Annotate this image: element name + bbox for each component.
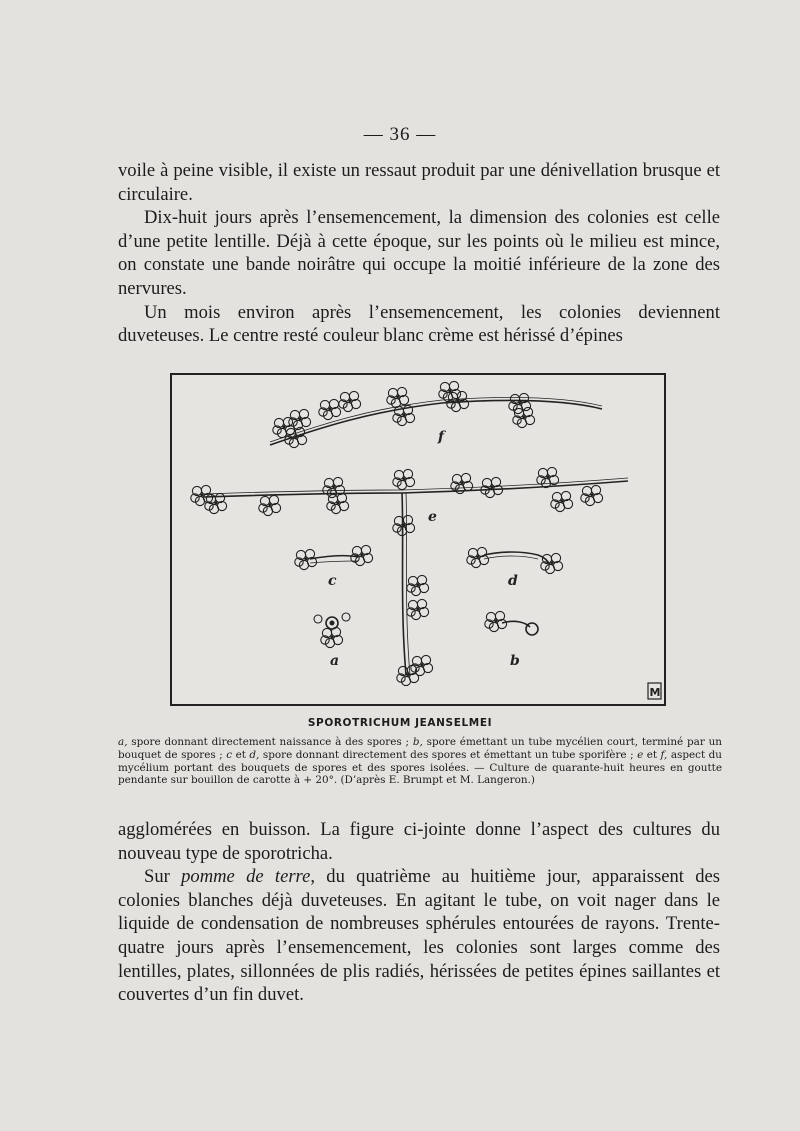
label-b: b [510,653,520,669]
caption-letter: d, [249,748,260,761]
label-c: c [328,573,337,589]
hypha-e [191,467,628,685]
caption-letter: b, [412,736,423,748]
caption-text: et [643,748,661,761]
page-number: — 36 — [363,124,437,145]
figure-illustration [170,373,666,706]
figure-title: SPOROTRICHUM JEANSELMEI [307,717,493,729]
top-text-block [118,159,720,348]
label-f: f [438,429,445,445]
hypha-f [270,381,602,447]
paragraph: agglomérées en buisson. La figure ci-jointe donne l’aspect des cultures du nouveau type de sporotricha. [118,819,720,864]
paragraph: Dix-huit jours après l’ensemencement, la dimension des colonies est celle d’une petite lentille. Déjà à cette époque, sur les points où le milieu est mince, on constate une bande noirâtre qui occupe la moitié inférieure de la zone des nervures. [118,207,720,299]
paragraph-start: Sur [144,866,182,888]
monogram: M [649,686,661,699]
caption-letter: f, [660,748,668,761]
caption-text: aspect du mycélium portant des bouquets de spores et des spores isolées. — Culture de quarante-huit heures en goutte pendante sur bouillon de carotte à + 20°. (D’après E. Brumpt et M. Langeron.) [118,748,722,787]
paragraph: Un mois environ après l’ensemencement, les colonies deviennent duveteuses. Le centre resté couleur blanc crème est hérissé d’épines [118,301,720,347]
mycelium-drawing [172,375,664,704]
spore-d [467,547,563,573]
caption-text: spore donnant directement des spores et émettant un tube sporifère ; [259,748,638,761]
caption-text: et [232,748,250,761]
figure-caption [118,736,722,787]
emphasis: pomme de terre [181,866,311,888]
label-e: e [428,509,437,525]
paragraph: voile à peine visible, il existe un ressaut produit par une dénivellation brusque et circulaire. [118,160,720,205]
caption-letter: c [226,748,233,761]
label-a: a [330,653,340,669]
bottom-text-block [118,818,720,1007]
spore-c [295,545,373,569]
spore-b [485,611,538,635]
caption-text: spore donnant directement naissance à des spores ; [127,736,413,748]
spore-a [314,613,350,648]
label-d: d [508,573,518,589]
caption-letter: e [637,748,644,761]
paragraph [118,865,720,1007]
paragraph-rest: , du quatrième au huitième jour, apparaissent des colonies blanches déjà duveteuses. En agitant le tube, on voit nager dans le liquide de condensation de nombreuses sphérules entourées de rayons. Trente-quatre jours après l’ensemencement, les colonies sont larges comme des lentilles, plates, sillonnées de plis radiés, hérissées de petites épines saillantes et couvertes d’un fin duvet. [118,866,720,1006]
caption-text: spore émettant un tube mycélien court, terminé par un bouquet de spores ; [118,736,722,761]
caption-letter: a, [118,736,128,748]
